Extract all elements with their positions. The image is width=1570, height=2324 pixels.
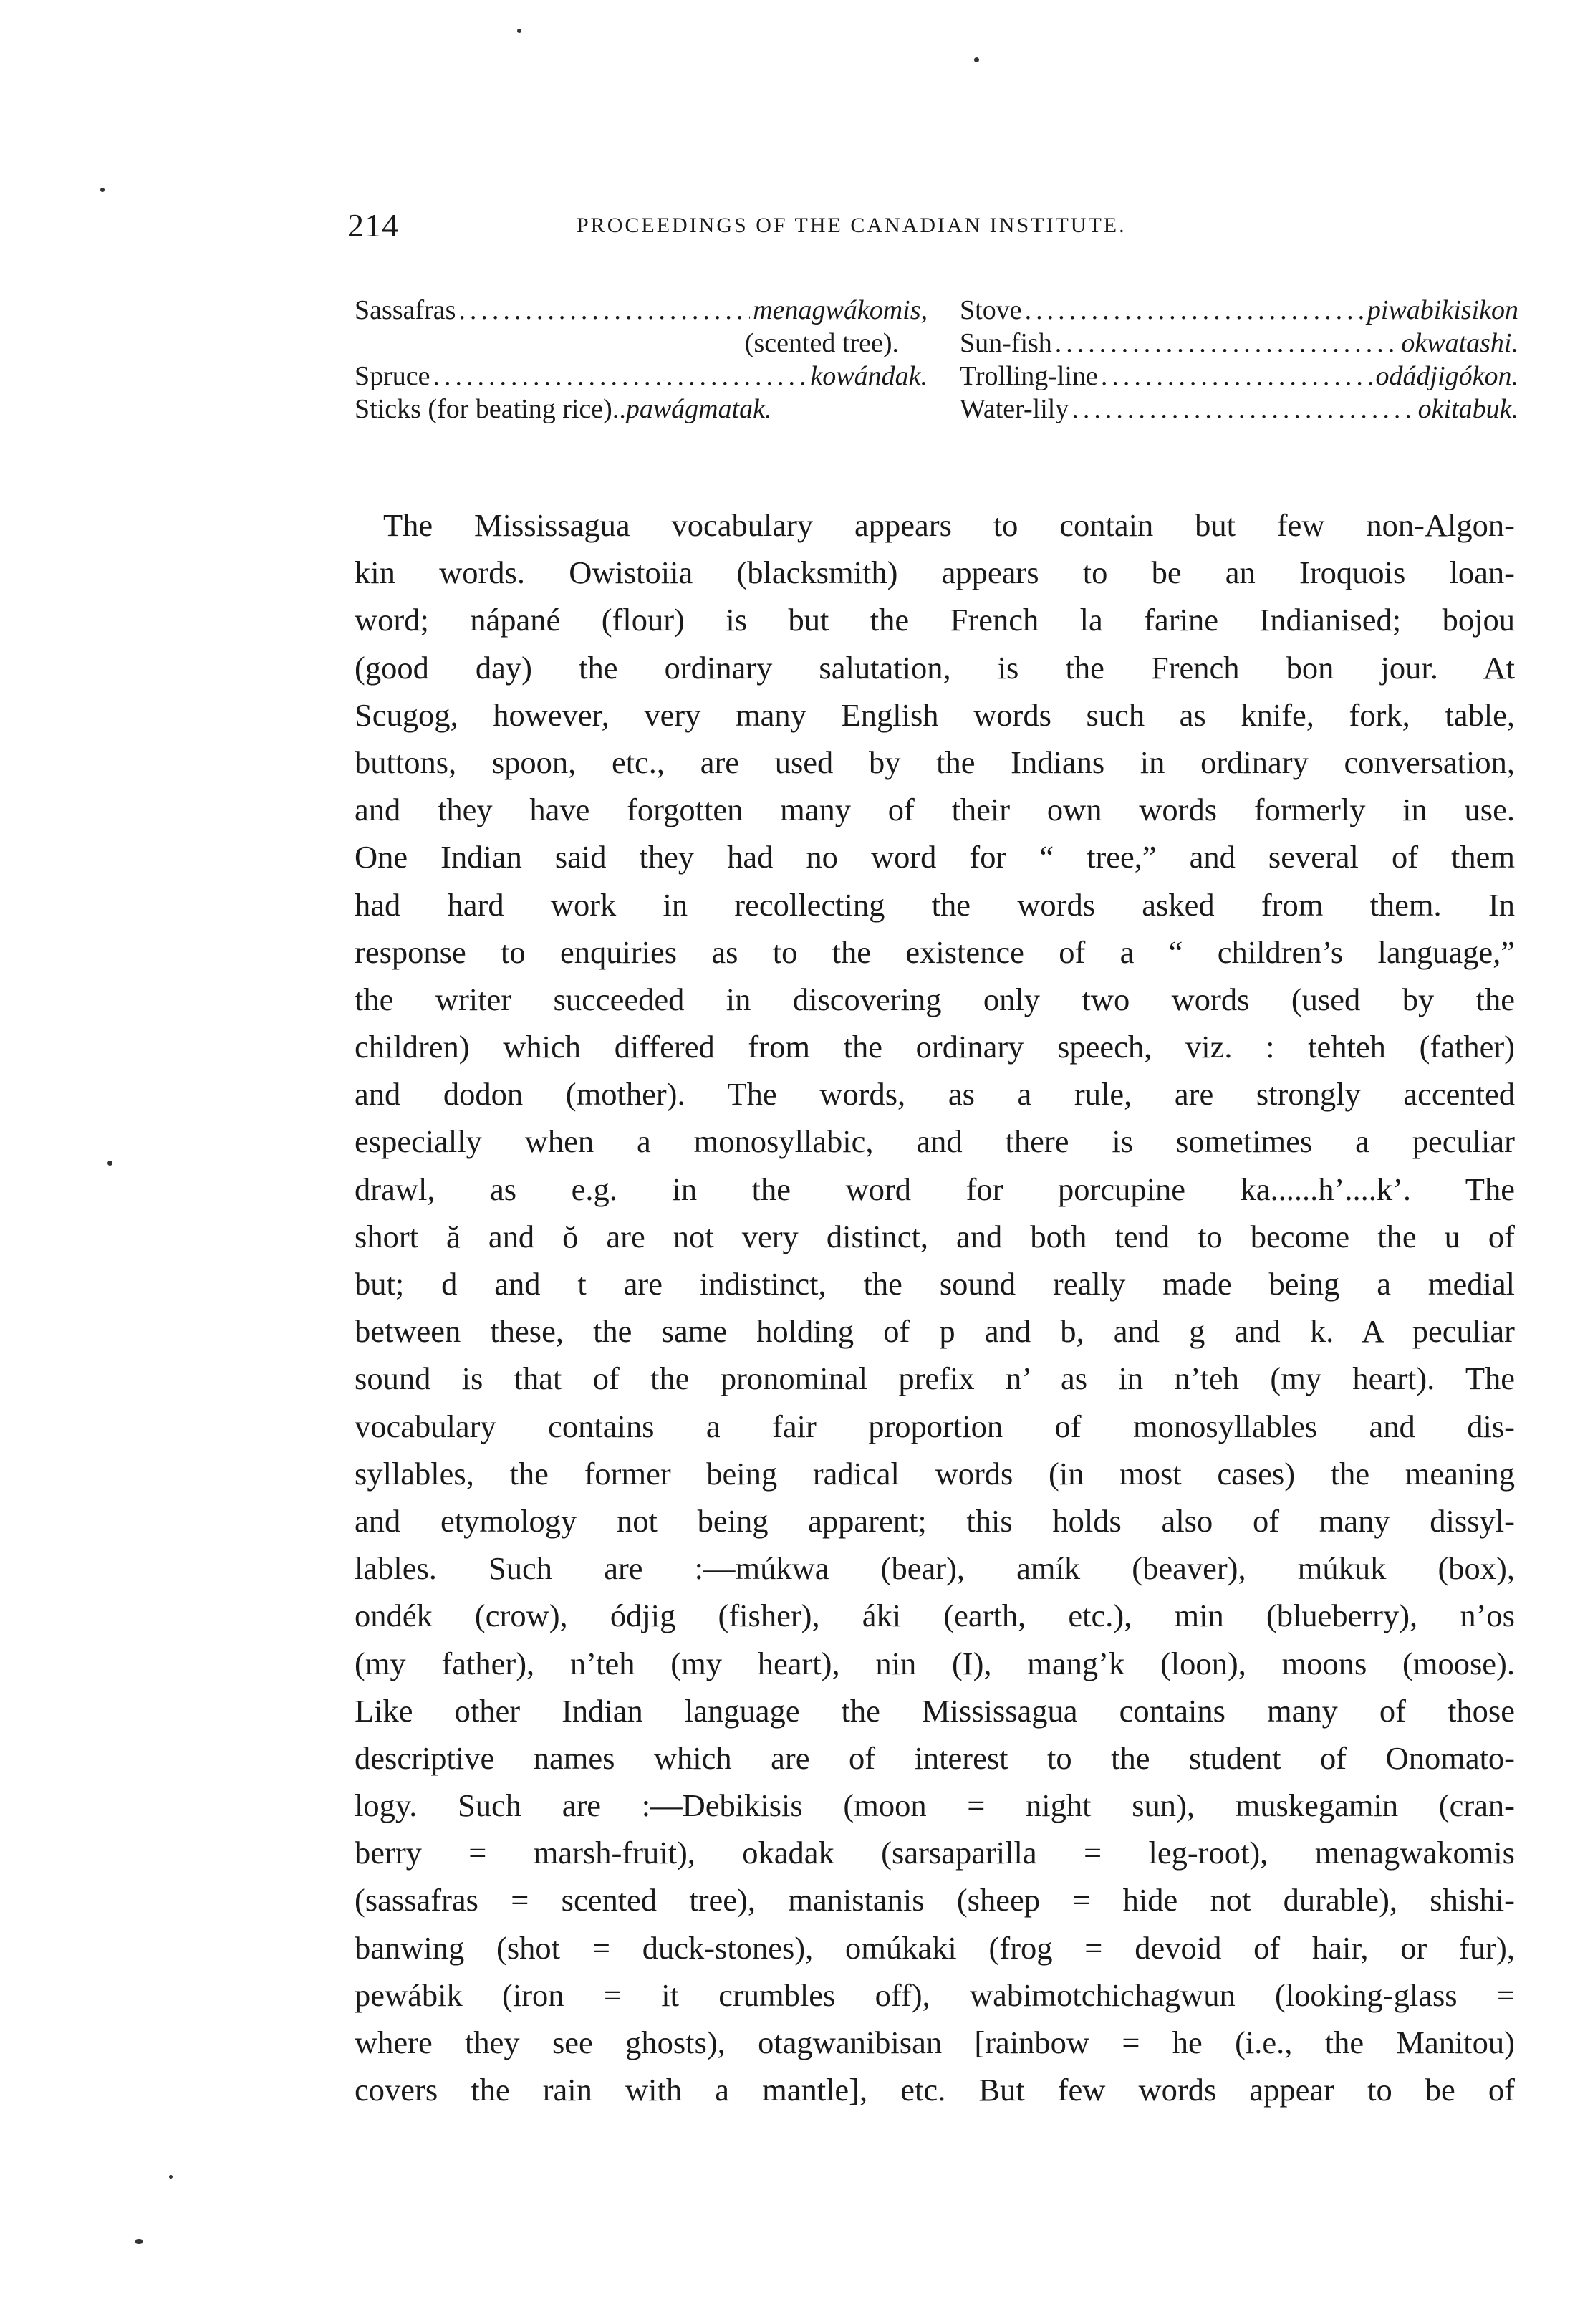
english-term: Sassafras [355, 295, 456, 325]
text-line: banwing (shot = duck-stones), omúkaki (frog = devoid of hair, or fur), [355, 1929, 1515, 1966]
indian-term: piwabikisikon [1367, 295, 1518, 325]
speck [100, 188, 105, 192]
indian-term: okwatashi. [1401, 328, 1518, 358]
page-number: 214 [347, 207, 399, 244]
vocabulary-entry [355, 294, 928, 327]
english-term: Trolling-line [960, 361, 1098, 391]
text-line: and dodon (mother). The words, as a rule, are strongly accented [355, 1076, 1515, 1113]
text-line: the writer succeeded in discovering only two words (used by the [355, 981, 1515, 1017]
text-line: One Indian said they had no word for “ tree,” and several of them [355, 839, 1515, 875]
text-line: response to enquiries as to the existence of a “ children’s language,” [355, 933, 1515, 970]
running-title: PROCEEDINGS OF THE CANADIAN INSTITUTE. [577, 213, 1127, 237]
text-line: vocabulary contains a fair proportion of monosyllables and dis- [355, 1408, 1515, 1444]
text-line: especially when a monosyllabic, and there is sometimes a peculiar [355, 1123, 1515, 1160]
indian-term: kowándak. [810, 361, 928, 391]
body-paragraph [355, 501, 1515, 2113]
leader-dots [433, 360, 808, 393]
text-line: The Mississagua vocabulary appears to contain but few non-Algon- [383, 507, 1515, 543]
english-term: Water-lily [960, 394, 1069, 424]
indian-term: okitabuk. [1417, 394, 1518, 424]
vocabulary-entry [355, 360, 928, 393]
text-line: pewábik (iron = it crumbles off), wabimotchichagwun (looking-glass = [355, 1977, 1515, 2013]
speck [517, 29, 521, 33]
text-line: where they see ghosts), otagwanibisan [rainbow = he (i.e., the Manitou) [355, 2025, 1515, 2060]
text-line: and etymology not being apparent; this holds also of many dissyl- [355, 1502, 1515, 1539]
vocabulary-entry [960, 360, 1518, 393]
speck [107, 1161, 112, 1166]
vocabulary-note [355, 327, 928, 360]
indian-term: pawágmatak. [625, 394, 772, 424]
text-line: drawl, as e.g. in the word for porcupine ka......h’....k’. The [355, 1171, 1515, 1207]
leader-dots [1025, 294, 1364, 327]
text-line: sound is that of the pronominal prefix n’ as in n’teh (my heart). The [355, 1360, 1515, 1397]
vocabulary-column-right [960, 294, 1518, 426]
leader-dots [1101, 360, 1373, 393]
text-line: lables. Such are :—múkwa (bear), amík (beaver), múkuk (box), [355, 1550, 1515, 1587]
vocabulary-entry [960, 294, 1518, 327]
text-line: syllables, the former being radical words (in most cases) the meaning [355, 1455, 1515, 1492]
text-line: berry = marsh-fruit), okadak (sarsaparilla = leg-root), menagwakomis [355, 1835, 1515, 1871]
text-line: short ă and ŏ are not very distinct, and both tend to become the u of [355, 1218, 1515, 1254]
text-line: but; d and t are indistinct, the sound really made being a medial [355, 1266, 1515, 1302]
vocabulary-entry [960, 393, 1518, 426]
vocabulary-entry [960, 327, 1518, 360]
vocabulary-entry [355, 393, 928, 426]
text-line: and they have forgotten many of their own words formerly in use. [355, 792, 1515, 828]
english-term: Spruce [355, 361, 430, 391]
text-line: Scugog, however, very many English words such as knife, fork, table, [355, 696, 1515, 733]
text-line: buttons, spoon, etc., are used by the Indians in ordinary conversation, [355, 744, 1515, 780]
speck [169, 2175, 173, 2179]
leader-dots [1055, 327, 1399, 360]
vocabulary-note-text: (scented tree). [744, 328, 899, 358]
text-line: between these, the same holding of p and b, and g and k. A peculiar [355, 1313, 1515, 1350]
text-line: covers the rain with a mantle], etc. But few words appear to be of [355, 2072, 1515, 2108]
text-line: logy. Such are :—Debikisis (moon = night sun), muskegamin (cran- [355, 1787, 1515, 1824]
running-head [347, 206, 1522, 249]
english-term: Stove [960, 295, 1022, 325]
english-term: Sticks (for beating rice).. [355, 394, 626, 424]
indian-term: menagwákomis, [753, 295, 928, 325]
text-line: had hard work in recollecting the words asked from them. In [355, 886, 1515, 923]
speck [135, 2239, 143, 2244]
leader-dots [458, 294, 750, 327]
text-line: kin words. Owistoiia (blacksmith) appears to be an Iroquois loan- [355, 554, 1515, 591]
text-line: (my father), n’teh (my heart), nin (I), mang’k (loon), moons (moose). [355, 1645, 1515, 1681]
text-line: (sassafras = scented tree), manistanis (sheep = hide not durable), shishi- [355, 1882, 1515, 1919]
leader-dots [1071, 393, 1415, 426]
vocabulary-column-left [355, 294, 928, 426]
indian-term: odádjigókon. [1375, 361, 1518, 391]
text-line: descriptive names which are of interest to the student of Onomato- [355, 1739, 1515, 1776]
english-term: Sun-fish [960, 328, 1052, 358]
text-line: Like other Indian language the Mississagua contains many of those [355, 1692, 1515, 1729]
text-line: ondék (crow), ódjig (fisher), áki (earth, etc.), min (blueberry), n’os [355, 1598, 1515, 1634]
speck [974, 57, 979, 62]
text-line: word; nápané (flour) is but the French la farine Indianised; bojou [355, 602, 1515, 638]
text-line: (good day) the ordinary salutation, is the French bon jour. At [355, 649, 1515, 686]
text-line: children) which differed from the ordinary speech, viz. : tehteh (father) [355, 1029, 1515, 1065]
